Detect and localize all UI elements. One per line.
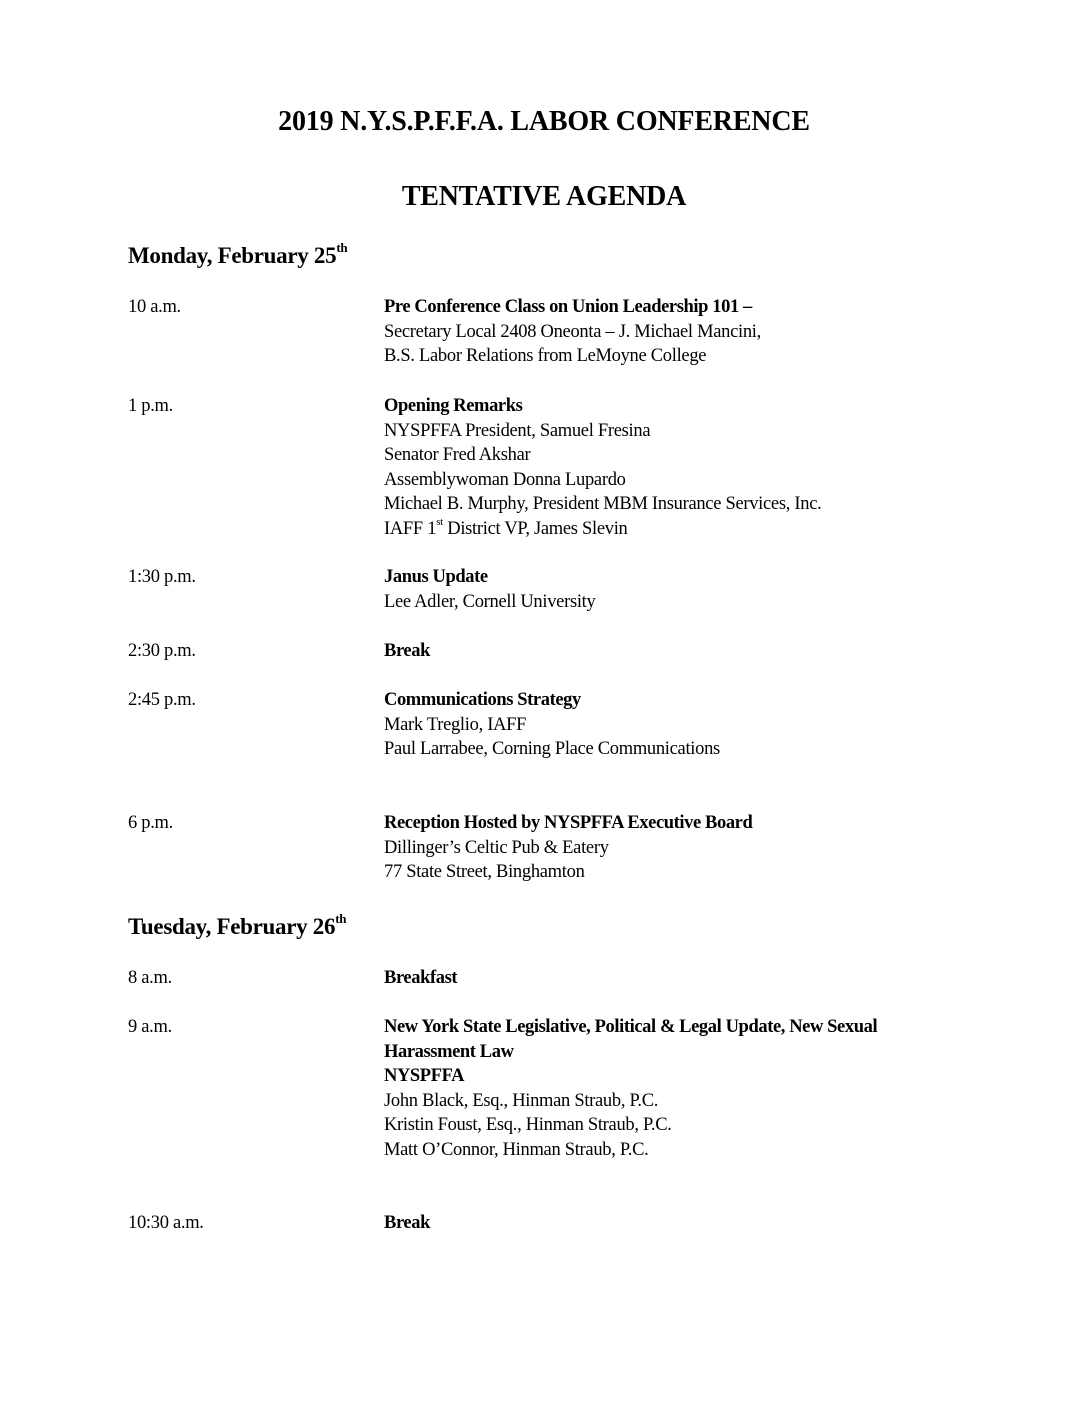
session-content (384, 811, 944, 885)
session-detail: B.S. Labor Relations from LeMoyne College (384, 346, 707, 366)
session-content (384, 1015, 944, 1162)
session-detail: Kristin Foust, Esq., Hinman Straub, P.C. (384, 1115, 672, 1135)
session-title: Opening Remarks (384, 396, 523, 416)
session-organization: NYSPFFA (384, 1066, 465, 1086)
day-heading-monday (128, 242, 347, 270)
session-detail: Michael B. Murphy, President MBM Insurance Services, Inc. (384, 494, 822, 514)
document-title: 2019 N.Y.S.P.F.F.A. LABOR CONFERENCE (278, 106, 810, 137)
session-detail: Senator Fred Akshar (384, 445, 531, 465)
day-heading-ordinal: th (336, 240, 348, 256)
session-detail: John Black, Esq., Hinman Straub, P.C. (384, 1090, 659, 1111)
session-time: 1 p.m. (128, 396, 173, 416)
session-content (384, 688, 944, 762)
session-detail (384, 517, 944, 542)
day-heading-text: Tuesday, February 26 (128, 914, 336, 939)
ordinal-suffix: st (436, 516, 443, 529)
session-title: Janus Update (384, 567, 488, 587)
session-time: 8 a.m. (128, 968, 172, 988)
day-heading-text: Monday, February 25 (128, 243, 337, 268)
session-time: 6 p.m. (128, 813, 173, 833)
session-detail: 77 State Street, Binghamton (384, 862, 585, 882)
session-content (384, 966, 944, 991)
session-detail: Lee Adler, Cornell University (384, 591, 596, 612)
session-title: Break (384, 1213, 430, 1233)
session-time: 2:30 p.m. (128, 641, 196, 661)
session-time: 1:30 p.m. (128, 567, 196, 587)
session-title: New York State Legislative, Political & Legal Update, New Sexual Harassment Law (384, 1017, 878, 1062)
session-detail: Dillinger’s Celtic Pub & Eatery (384, 837, 609, 858)
session-title: Pre Conference Class on Union Leadership 101 – (384, 297, 752, 317)
session-content (384, 565, 944, 614)
session-content (384, 1211, 944, 1236)
session-detail: NYSPFFA President, Samuel Fresina (384, 420, 651, 441)
document-subtitle: TENTATIVE AGENDA (401, 181, 687, 212)
session-content (384, 639, 944, 664)
session-time: 9 a.m. (128, 1017, 172, 1037)
day-heading-tuesday (128, 913, 346, 941)
session-time: 10:30 a.m. (128, 1213, 204, 1233)
detail-text: IAFF 1 (384, 518, 437, 539)
session-title: Breakfast (384, 968, 458, 988)
session-title: Break (384, 641, 430, 661)
session-detail: Secretary Local 2408 Oneonta – J. Michael Mancini, (384, 321, 761, 342)
session-time: 10 a.m. (128, 297, 181, 317)
session-detail: Assemblywoman Donna Lupardo (384, 469, 626, 490)
day-heading-ordinal: th (335, 911, 347, 927)
session-time: 2:45 p.m. (128, 690, 196, 710)
detail-text: District VP, James Slevin (442, 518, 628, 539)
session-title: Communications Strategy (384, 690, 581, 710)
session-content (384, 394, 944, 541)
session-detail: Mark Treglio, IAFF (384, 714, 527, 735)
session-detail: Paul Larrabee, Corning Place Communications (384, 739, 720, 759)
session-title: Reception Hosted by NYSPFFA Executive Board (384, 813, 753, 833)
session-content (384, 295, 944, 369)
session-detail: Matt O’Connor, Hinman Straub, P.C. (384, 1139, 649, 1160)
